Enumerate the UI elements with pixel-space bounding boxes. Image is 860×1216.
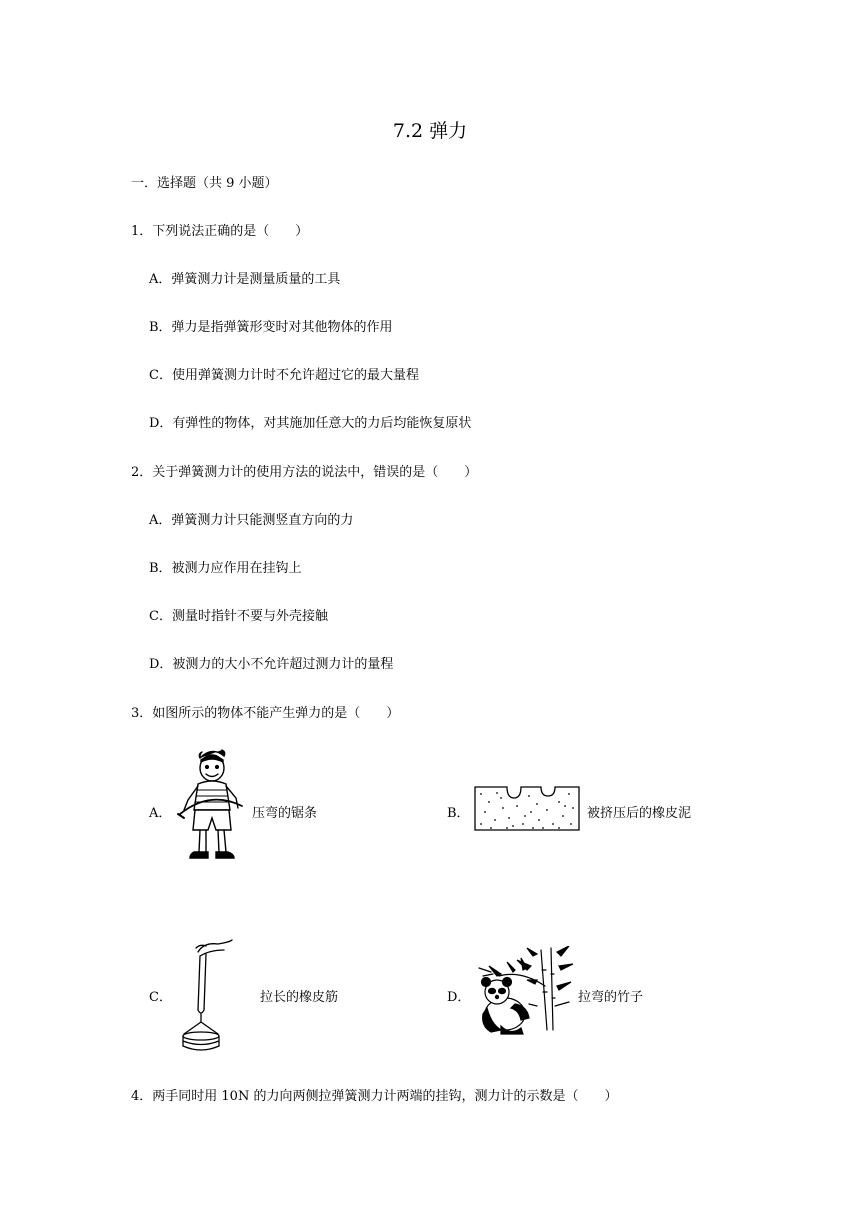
panda-bamboo-icon xyxy=(471,946,577,1036)
question-2-option-b: B．被测力应作用在挂钩上 xyxy=(149,561,302,576)
question-1-option-c: C．使用弹簧测力计时不允许超过它的最大量程 xyxy=(149,368,419,383)
question-3-option-c-caption: 拉长的橡皮筋 xyxy=(260,990,339,1005)
question-3-option-d-label: D． xyxy=(447,990,471,1005)
question-2-option-c: C．测量时指针不要与外壳接触 xyxy=(149,609,328,624)
question-1-stem: 1．下列说法正确的是（ ） xyxy=(131,224,309,239)
question-3-stem: 3．如图所示的物体不能产生弹力的是（ ） xyxy=(131,706,400,721)
question-3-option-a-label: A． xyxy=(149,806,172,821)
question-3-option-b-caption: 被挤压后的橡皮泥 xyxy=(587,806,692,821)
stretched-rubber-band-icon xyxy=(174,938,234,1054)
question-3-option-b-label: B． xyxy=(447,806,470,821)
question-3-option-d-caption: 拉弯的竹子 xyxy=(578,990,644,1005)
section-heading: 一．选择题（共 9 小题） xyxy=(131,176,278,191)
dented-clay-icon xyxy=(473,784,583,834)
question-2-option-d: D．被测力的大小不允许超过测力计的量程 xyxy=(149,657,394,672)
question-1-option-a: A．弹簧测力计是测量质量的工具 xyxy=(149,272,341,287)
page-title: 7.2 弹力 xyxy=(392,120,468,142)
question-3-option-c-label: C． xyxy=(149,990,172,1005)
boy-bending-saw-icon xyxy=(176,748,250,868)
question-2-option-a: A．弹簧测力计只能测竖直方向的力 xyxy=(149,513,354,528)
question-1-option-d: D．有弹性的物体，对其施加任意大的力后均能恢复原状 xyxy=(149,416,472,431)
question-3-option-a-caption: 压弯的锯条 xyxy=(252,806,318,821)
question-2-stem: 2．关于弹簧测力计的使用方法的说法中，错误的是（ ） xyxy=(131,465,478,480)
question-1-option-b: B．弹力是指弹簧形变时对其他物体的作用 xyxy=(149,320,393,335)
question-4-stem: 4．两手同时用 10N 的力向两侧拉弹簧测力计两端的挂钩，测力计的示数是（ ） xyxy=(131,1089,618,1104)
